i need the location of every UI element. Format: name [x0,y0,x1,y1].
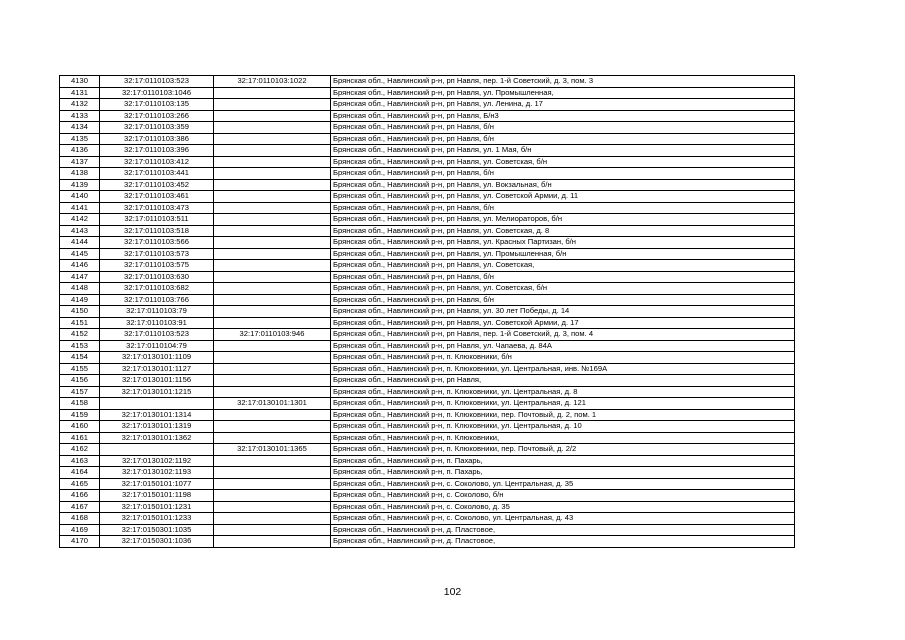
cadastral-number-cell: 32:17:0130101:1156 [100,375,214,387]
table-row [60,133,795,145]
address-cell: Брянская обл., Навлинский р-н, п. Пахарь, [331,455,795,467]
row-number-cell: 4143 [60,225,100,237]
table-row [60,432,795,444]
row-number-cell: 4131 [60,87,100,99]
address-cell: Брянская обл., Навлинский р-н, рп Навля, ул. 30 лет Победы, д. 14 [331,306,795,318]
row-number-cell: 4169 [60,524,100,536]
table-row [60,168,795,180]
address-cell: Брянская обл., Навлинский р-н, рп Навля, ул. Промышленная, б/н [331,248,795,260]
address-cell: Брянская обл., Навлинский р-н, п. Клюковники, ул. Центральная, инв. №169А [331,363,795,375]
cadastral-number-cell: 32:17:0130101:1109 [100,352,214,364]
table-row [60,122,795,134]
row-number-cell: 4164 [60,467,100,479]
table-row [60,110,795,122]
row-number-cell: 4135 [60,133,100,145]
table-row [60,179,795,191]
address-cell: Брянская обл., Навлинский р-н, п. Клюковники, б/н [331,352,795,364]
table-row [60,99,795,111]
table-row [60,76,795,88]
address-cell: Брянская обл., Навлинский р-н, рп Навля, ул. Советская, [331,260,795,272]
cadastral-number-cell: 32:17:0150101:1198 [100,490,214,502]
linked-cadastral-number-cell [214,501,331,513]
row-number-cell: 4147 [60,271,100,283]
row-number-cell: 4156 [60,375,100,387]
linked-cadastral-number-cell [214,237,331,249]
table-row [60,191,795,203]
table-row [60,501,795,513]
cadastral-number-cell: 32:17:0110103:79 [100,306,214,318]
row-number-cell: 4162 [60,444,100,456]
address-cell: Брянская обл., Навлинский р-н, рп Навля, пер. 1-й Советский, д. 3, пом. 4 [331,329,795,341]
row-number-cell: 4138 [60,168,100,180]
cadastral-number-cell: 32:17:0110103:573 [100,248,214,260]
address-cell: Брянская обл., Навлинский р-н, д. Пластовое, [331,524,795,536]
address-cell: Брянская обл., Навлинский р-н, п. Клюковники, ул. Центральная, д. 121 [331,398,795,410]
table-row [60,145,795,157]
row-number-cell: 4152 [60,329,100,341]
address-cell: Брянская обл., Навлинский р-н, рп Навля, б/н [331,133,795,145]
linked-cadastral-number-cell [214,133,331,145]
row-number-cell: 4168 [60,513,100,525]
row-number-cell: 4157 [60,386,100,398]
table-row [60,398,795,410]
row-number-cell: 4159 [60,409,100,421]
linked-cadastral-number-cell [214,191,331,203]
linked-cadastral-number-cell [214,294,331,306]
property-register-table [59,75,795,548]
address-cell: Брянская обл., Навлинский р-н, д. Пластовое, [331,536,795,548]
page-number: 102 [443,586,462,598]
row-number-cell: 4150 [60,306,100,318]
linked-cadastral-number-cell [214,363,331,375]
table-row [60,329,795,341]
address-cell: Брянская обл., Навлинский р-н, п. Клюковники, [331,432,795,444]
table-row [60,478,795,490]
address-cell: Брянская обл., Навлинский р-н, рп Навля, ул. Советской Армии, д. 11 [331,191,795,203]
row-number-cell: 4158 [60,398,100,410]
address-cell: Брянская обл., Навлинский р-н, рп Навля, ул. Красных Партизан, б/н [331,237,795,249]
cadastral-number-cell: 32:17:0110103:452 [100,179,214,191]
row-number-cell: 4145 [60,248,100,260]
address-cell: Брянская обл., Навлинский р-н, рп Навля, ул. Чапаева, д. 84А [331,340,795,352]
table-row [60,156,795,168]
cadastral-number-cell: 32:17:0110103:566 [100,237,214,249]
cadastral-number-cell: 32:17:0130101:1362 [100,432,214,444]
address-cell: Брянская обл., Навлинский р-н, рп Навля, б/н [331,202,795,214]
address-cell: Брянская обл., Навлинский р-н, п. Пахарь, [331,467,795,479]
row-number-cell: 4167 [60,501,100,513]
table-row [60,214,795,226]
linked-cadastral-number-cell [214,145,331,157]
linked-cadastral-number-cell [214,260,331,272]
table-row [60,524,795,536]
address-cell: Брянская обл., Навлинский р-н, рп Навля, ул. Советская, б/н [331,283,795,295]
linked-cadastral-number-cell [214,352,331,364]
linked-cadastral-number-cell [214,214,331,226]
linked-cadastral-number-cell [214,536,331,548]
table-row [60,294,795,306]
address-cell: Брянская обл., Навлинский р-н, с. Соколово, б/н [331,490,795,502]
row-number-cell: 4140 [60,191,100,203]
linked-cadastral-number-cell [214,467,331,479]
cadastral-number-cell: 32:17:0110103:386 [100,133,214,145]
cadastral-number-cell: 32:17:0150301:1036 [100,536,214,548]
table-row [60,87,795,99]
cadastral-number-cell: 32:17:0110103:518 [100,225,214,237]
address-cell: Брянская обл., Навлинский р-н, рп Навля, пер. 1-й Советский, д. 3, пом. 3 [331,76,795,88]
linked-cadastral-number-cell [214,122,331,134]
address-cell: Брянская обл., Навлинский р-н, с. Соколово, д. 35 [331,501,795,513]
cadastral-number-cell: 32:17:0130101:1319 [100,421,214,433]
linked-cadastral-number-cell [214,306,331,318]
linked-cadastral-number-cell: 32:17:0110103:946 [214,329,331,341]
cadastral-number-cell: 32:17:0130101:1127 [100,363,214,375]
row-number-cell: 4139 [60,179,100,191]
table-row [60,237,795,249]
table-row [60,536,795,548]
address-cell: Брянская обл., Навлинский р-н, рп Навля, б/н [331,168,795,180]
linked-cadastral-number-cell [214,87,331,99]
table-row [60,248,795,260]
linked-cadastral-number-cell [214,490,331,502]
cadastral-number-cell: 32:17:0110103:630 [100,271,214,283]
address-cell: Брянская обл., Навлинский р-н, рп Навля, Б/н3 [331,110,795,122]
table-row [60,444,795,456]
linked-cadastral-number-cell [214,386,331,398]
cadastral-number-cell: 32:17:0150101:1231 [100,501,214,513]
address-cell: Брянская обл., Навлинский р-н, с. Соколово, ул. Центральная, д. 43 [331,513,795,525]
table-row [60,271,795,283]
row-number-cell: 4165 [60,478,100,490]
linked-cadastral-number-cell [214,409,331,421]
address-cell: Брянская обл., Навлинский р-н, рп Навля, ул. Советская, б/н [331,156,795,168]
row-number-cell: 4146 [60,260,100,272]
address-cell: Брянская обл., Навлинский р-н, рп Навля, ул. Вокзальная, б/н [331,179,795,191]
table-row [60,409,795,421]
row-number-cell: 4149 [60,294,100,306]
linked-cadastral-number-cell [214,202,331,214]
cadastral-number-cell: 32:17:0130102:1193 [100,467,214,479]
linked-cadastral-number-cell [214,513,331,525]
table-row [60,375,795,387]
row-number-cell: 4136 [60,145,100,157]
cadastral-number-cell: 32:17:0110103:461 [100,191,214,203]
cadastral-number-cell: 32:17:0110103:91 [100,317,214,329]
table-row [60,283,795,295]
cadastral-number-cell: 32:17:0150101:1233 [100,513,214,525]
cadastral-number-cell: 32:17:0110103:1046 [100,87,214,99]
address-cell: Брянская обл., Навлинский р-н, рп Навля, ул. 1 Мая, б/н [331,145,795,157]
table-row [60,317,795,329]
cadastral-number-cell [100,444,214,456]
address-cell: Брянская обл., Навлинский р-н, рп Навля, ул. Советской Армии, д. 17 [331,317,795,329]
linked-cadastral-number-cell: 32:17:0130101:1301 [214,398,331,410]
cadastral-number-cell: 32:17:0150301:1035 [100,524,214,536]
cadastral-number-cell: 32:17:0110103:412 [100,156,214,168]
linked-cadastral-number-cell [214,271,331,283]
cadastral-number-cell: 32:17:0130101:1215 [100,386,214,398]
address-cell: Брянская обл., Навлинский р-н, рп Навля, б/н [331,122,795,134]
linked-cadastral-number-cell [214,478,331,490]
cadastral-number-cell: 32:17:0110103:766 [100,294,214,306]
linked-cadastral-number-cell [214,179,331,191]
linked-cadastral-number-cell [214,340,331,352]
linked-cadastral-number-cell [214,168,331,180]
cadastral-number-cell: 32:17:0130101:1314 [100,409,214,421]
linked-cadastral-number-cell [214,283,331,295]
row-number-cell: 4137 [60,156,100,168]
row-number-cell: 4133 [60,110,100,122]
table-row [60,363,795,375]
row-number-cell: 4170 [60,536,100,548]
linked-cadastral-number-cell [214,524,331,536]
table-row [60,306,795,318]
cadastral-number-cell: 32:17:0110103:396 [100,145,214,157]
table-row [60,340,795,352]
cadastral-number-cell: 32:17:0110103:523 [100,329,214,341]
table-row [60,352,795,364]
table-row [60,490,795,502]
row-number-cell: 4132 [60,99,100,111]
linked-cadastral-number-cell [214,248,331,260]
table-row [60,421,795,433]
cadastral-number-cell: 32:17:0150101:1077 [100,478,214,490]
address-cell: Брянская обл., Навлинский р-н, п. Клюковники, пер. Почтовый, д. 2/2 [331,444,795,456]
cadastral-number-cell: 32:17:0110103:441 [100,168,214,180]
row-number-cell: 4130 [60,76,100,88]
linked-cadastral-number-cell [214,110,331,122]
linked-cadastral-number-cell [214,432,331,444]
cadastral-number-cell: 32:17:0110104:79 [100,340,214,352]
address-cell: Брянская обл., Навлинский р-н, рп Навля, ул. Советская, д. 8 [331,225,795,237]
cadastral-number-cell: 32:17:0110103:135 [100,99,214,111]
address-cell: Брянская обл., Навлинский р-н, рп Навля, [331,375,795,387]
cadastral-number-cell: 32:17:0110103:511 [100,214,214,226]
address-cell: Брянская обл., Навлинский р-н, рп Навля, б/н [331,294,795,306]
linked-cadastral-number-cell [214,375,331,387]
row-number-cell: 4155 [60,363,100,375]
table-row [60,513,795,525]
row-number-cell: 4148 [60,283,100,295]
table-row [60,467,795,479]
cadastral-number-cell [100,398,214,410]
row-number-cell: 4154 [60,352,100,364]
linked-cadastral-number-cell [214,455,331,467]
address-cell: Брянская обл., Навлинский р-н, с. Соколово, ул. Центральная, д. 35 [331,478,795,490]
cadastral-number-cell: 32:17:0110103:266 [100,110,214,122]
address-cell: Брянская обл., Навлинский р-н, рп Навля, ул. Промышленная, [331,87,795,99]
address-cell: Брянская обл., Навлинский р-н, п. Клюковники, ул. Центральная, д. 10 [331,421,795,433]
row-number-cell: 4161 [60,432,100,444]
row-number-cell: 4142 [60,214,100,226]
row-number-cell: 4166 [60,490,100,502]
table-row [60,260,795,272]
address-cell: Брянская обл., Навлинский р-н, п. Клюковники, ул. Центральная, д. 8 [331,386,795,398]
cadastral-number-cell: 32:17:0110103:682 [100,283,214,295]
linked-cadastral-number-cell [214,421,331,433]
table-body [60,76,795,548]
table-row [60,202,795,214]
cadastral-number-cell: 32:17:0110103:523 [100,76,214,88]
row-number-cell: 4144 [60,237,100,249]
address-cell: Брянская обл., Навлинский р-н, рп Навля, ул. Ленина, д. 17 [331,99,795,111]
linked-cadastral-number-cell [214,99,331,111]
cadastral-number-cell: 32:17:0110103:575 [100,260,214,272]
row-number-cell: 4163 [60,455,100,467]
row-number-cell: 4134 [60,122,100,134]
address-cell: Брянская обл., Навлинский р-н, п. Клюковники, пер. Почтовый, д. 2, пом. 1 [331,409,795,421]
linked-cadastral-number-cell [214,317,331,329]
cadastral-number-cell: 32:17:0110103:473 [100,202,214,214]
table-row [60,455,795,467]
row-number-cell: 4151 [60,317,100,329]
table-row [60,386,795,398]
cadastral-number-cell: 32:17:0110103:359 [100,122,214,134]
cadastral-number-cell: 32:17:0130102:1192 [100,455,214,467]
row-number-cell: 4160 [60,421,100,433]
address-cell: Брянская обл., Навлинский р-н, рп Навля, ул. Мелиораторов, б/н [331,214,795,226]
linked-cadastral-number-cell [214,225,331,237]
table-row [60,225,795,237]
linked-cadastral-number-cell: 32:17:0110103:1022 [214,76,331,88]
linked-cadastral-number-cell [214,156,331,168]
linked-cadastral-number-cell: 32:17:0130101:1365 [214,444,331,456]
address-cell: Брянская обл., Навлинский р-н, рп Навля, б/н [331,271,795,283]
row-number-cell: 4141 [60,202,100,214]
row-number-cell: 4153 [60,340,100,352]
